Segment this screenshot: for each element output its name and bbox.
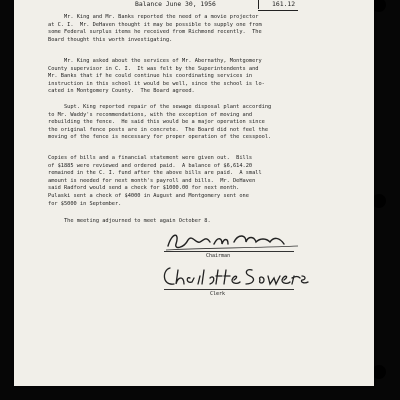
punch-hole-top [372,0,386,12]
chairman-label: Chairman [206,253,231,259]
punch-hole-middle [372,194,386,208]
paragraph-sewage-plant: Supt. King reported repair of the sewage disposal plant according to Mr. Waddy's recommendations, with the exception of moving and rebuilding the fence. He said this would be a major operation since the original fence posts are in concrete. The Board did not feel the moving of the fence is necessary for proper operation of the cesspool. [48,104,272,141]
clerk-line [164,289,294,290]
chairman-line [164,251,294,252]
paragraph-supervisor: Mr. King asked about the services of Mr. Abernathy, Montgomery County supervisor in C. I. It was felt by the Superintendents and Mr. Banks that if he could continue his coordinating services in instruction in this school it would be well, since the school is lo- cated in Montgomery County. The Board agreed. [48,58,265,95]
document-page [14,0,374,386]
clerk-signature [160,260,310,292]
ledger-rule [258,0,259,9]
balance-amount: 161.12 [272,0,296,8]
balance-line: Balance June 30, 1956 [135,0,216,8]
amount-underline [258,10,298,11]
clerk-label: Clerk [210,291,226,297]
punch-hole-bottom [372,365,386,379]
paragraph-adjourn: The meeting adjourned to meet again October 8. [48,218,211,224]
paragraph-finances: Copies of bills and a financial statement were given out. Bills of $1885 were reviewed and ordered paid. A balance of $6,614.20 remained in the C. I. fund after the above bills are paid. A small amount is needed for next month's payroll and bills. Mr. DeHaven said Radford would send a check for $1000.00 for next month. Pulaski sent a check of $4000 in August and Montgomery sent one for $5000 in September. [48,155,262,207]
paragraph-movie-projector: Mr. King and Mr. Banks reported the need of a movie projector at C. I. Mr. DeHaven thought it may be possible to supply one from some Federal surplus items he received from Richmond recently. The Board thought this worth investigating. [48,14,262,43]
